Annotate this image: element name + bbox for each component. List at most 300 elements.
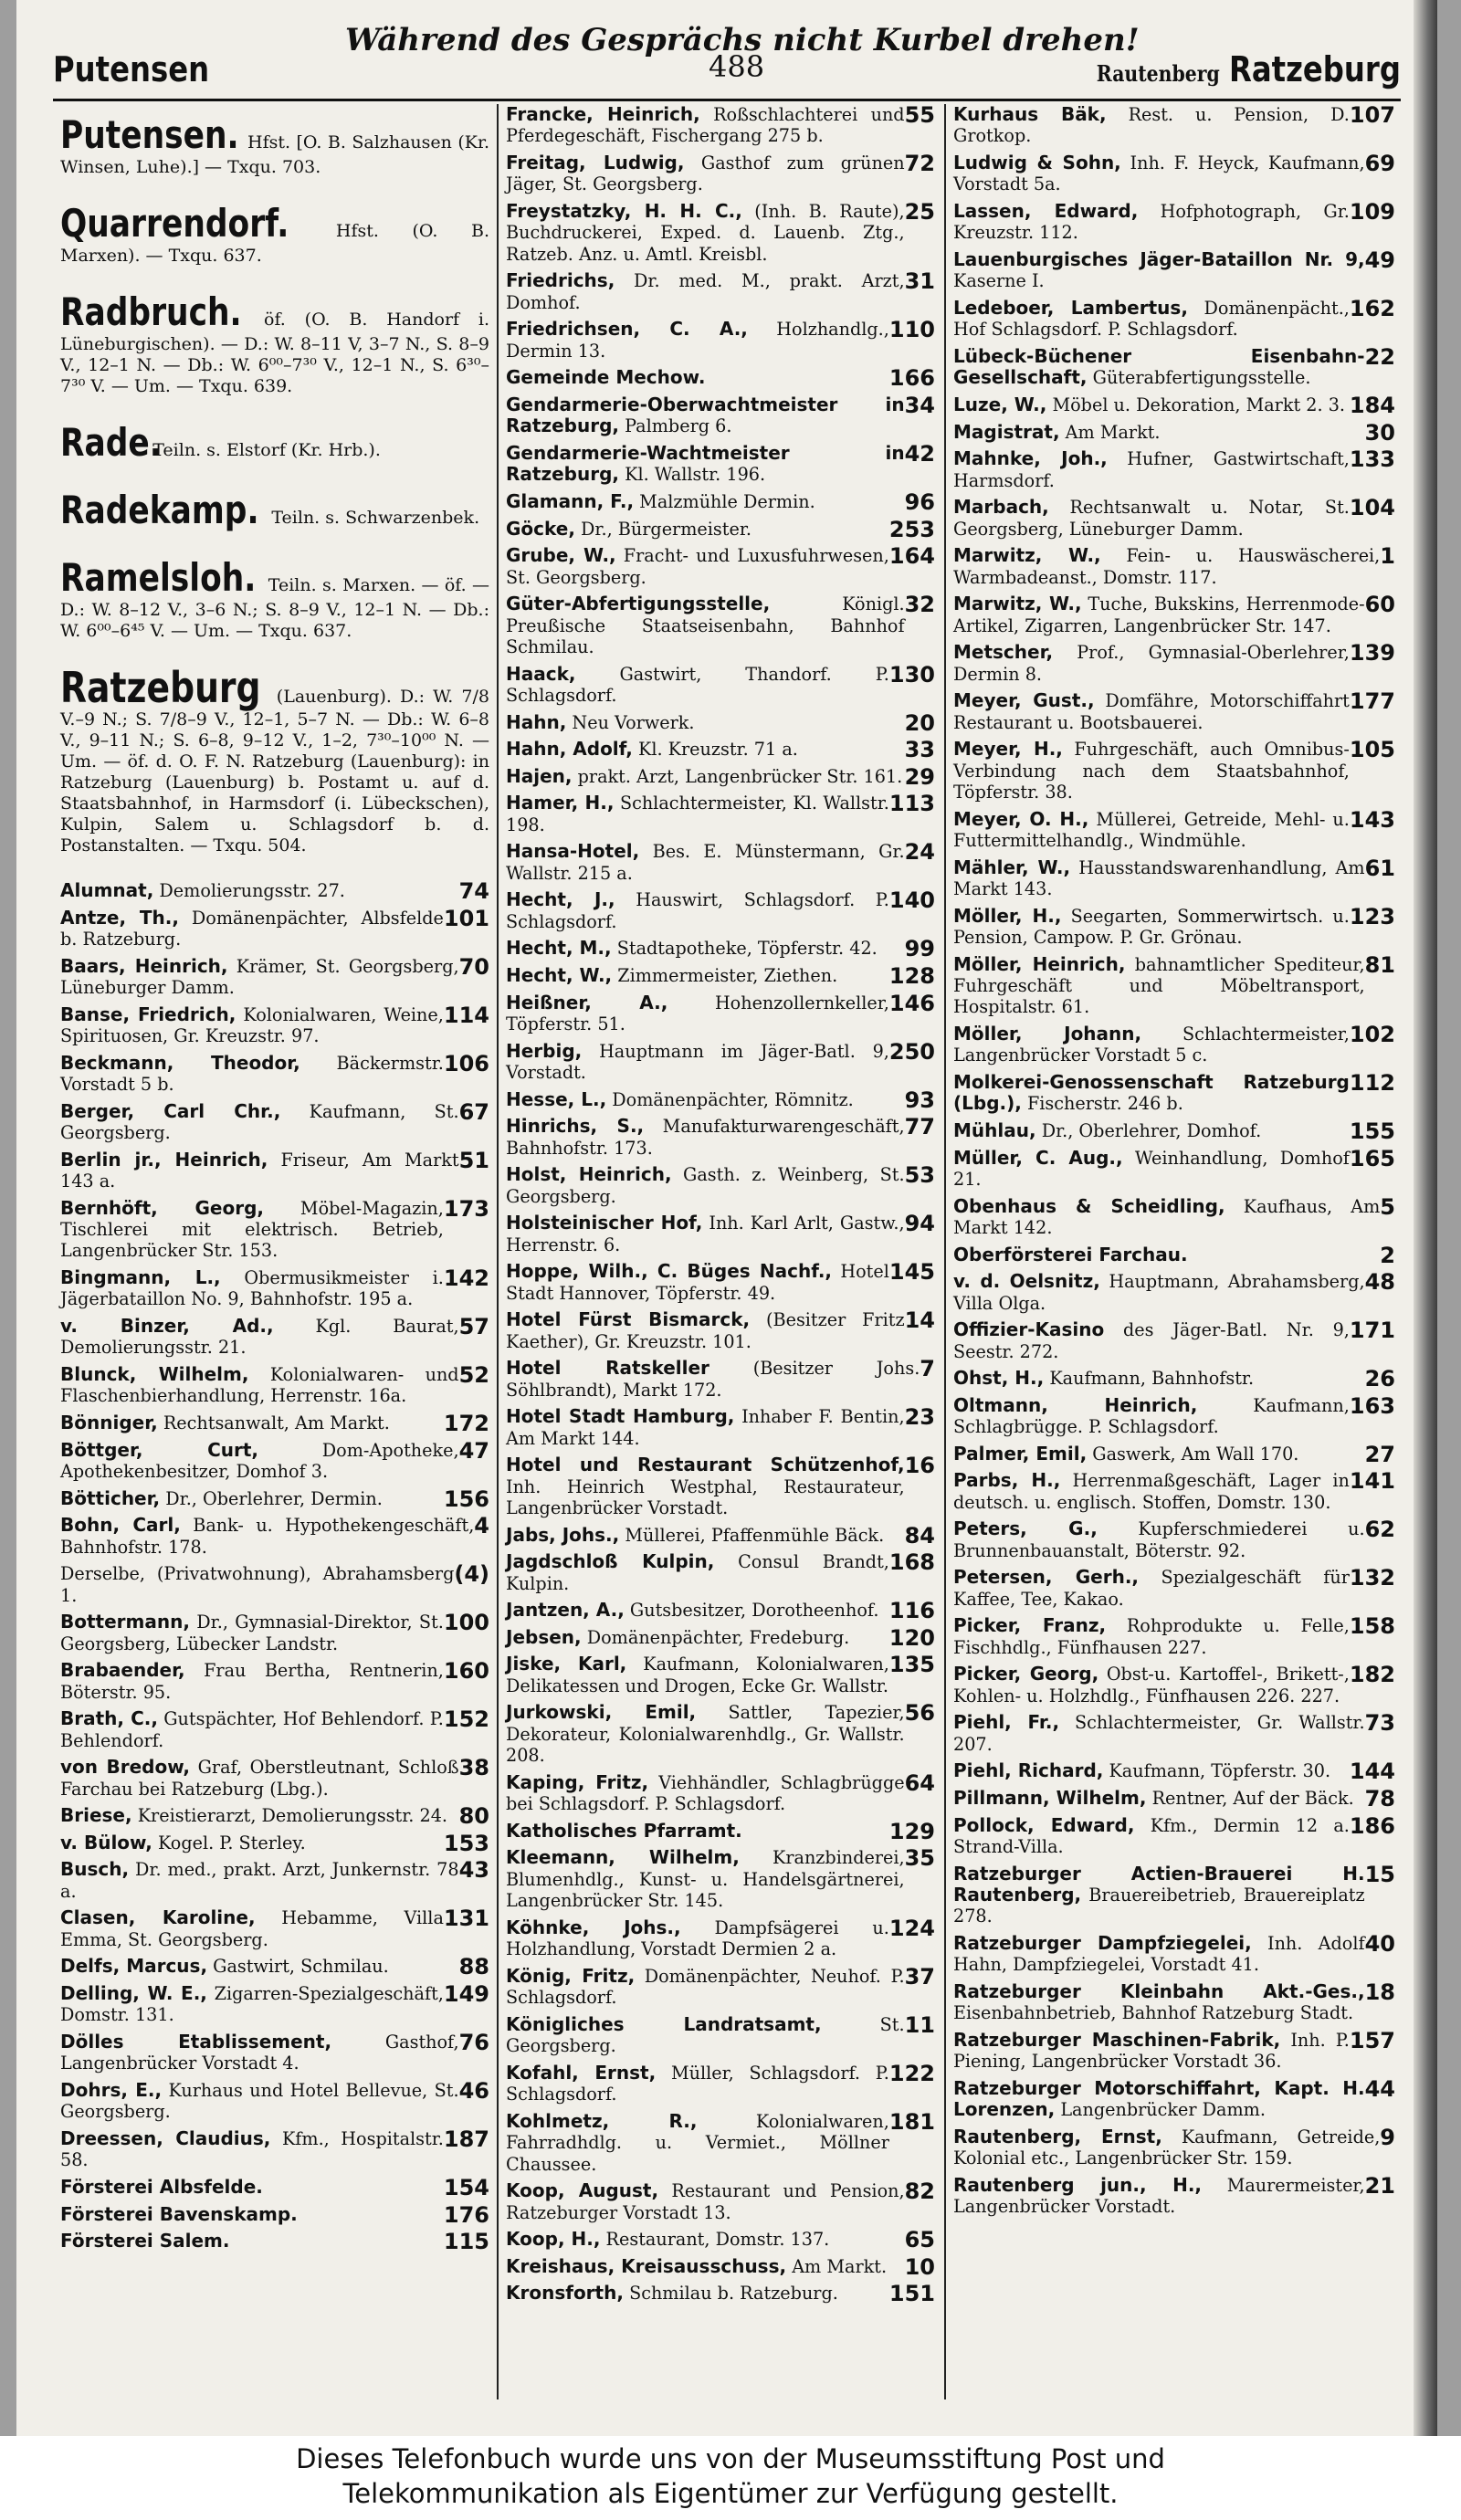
subscriber-detail: Kfm., Hospitalstr. 58. (60, 2127, 444, 2171)
subscriber-detail: Hotel Stadt Hannover, Töpferstr. 49. (506, 1261, 889, 1304)
subscriber-detail: Prof., Gymnasial-Oberlehrer, Dermin 8. (953, 642, 1350, 685)
subscriber-name: Kronsforth, (506, 2282, 624, 2305)
subscriber-name: Holsteinischer Hof, (506, 1212, 703, 1234)
subscriber-detail: Brauereibetrieb, Brauereiplatz 278. (953, 1884, 1365, 1927)
place-info: (Lauenburg). D.: W. 7/8 V.–9 N.; S. 7/8–9 V., 12–1, 5–7 N. — Db.: W. 6–8 V., 9–11 N.; S. 6–8, 9–12 V., 1–2, 7³⁰–10⁰⁰ N. — Um. — öf. d. O. F. N. Ratzeburg (Lauenburg): in Ratzeburg (Lauenburg) b. Postamt u. auf d. Staatsbahnhof, in Harmsdorf (i. Lübeckschen), Kulpin, Salem u. Schlagsdorf b. d. Postanstalten. — Txqu. 504. (60, 687, 489, 856)
subscriber-detail: Inh. Karl Arlt, Gastw., Herrenstr. 6. (506, 1213, 905, 1255)
phone-number: 61 (1364, 855, 1395, 881)
subscriber-detail: Müllerei, Getreide, Mehl- u. Futtermittelhandlg., Windmühle. (953, 808, 1350, 851)
subscriber-name: Glamann, F., (506, 490, 635, 512)
subscriber-detail: Kaufmann, Bahnhofstr. (1049, 1368, 1255, 1390)
subscriber-detail: Dom-Apotheke, Apothekenbesitzer, Domhof 3. (60, 1439, 459, 1482)
directory-entry (506, 1087, 935, 1113)
subscriber-detail: Kranzbinderei, Blumenhdlg., Kunst- u. Handelsgärtnerei, Langenbrücker Str. 145. (506, 1847, 905, 1912)
subscriber-detail: Graf, Oberstleutnant, Schloß Farchau bei Ratzeburg (Lbg.). (60, 1757, 459, 1800)
subscriber-detail: Domänenpächter, Neuhof. P. Schlagsdorf. (506, 1965, 905, 2009)
subscriber-name: Magistrat, (953, 420, 1060, 443)
directory-entry (506, 1406, 935, 1449)
phone-number: 38 (458, 1755, 489, 1781)
directory-entry (506, 1522, 935, 1549)
phone-number: 165 (1349, 1145, 1395, 1171)
place-heading (60, 663, 489, 856)
directory-entry (60, 1980, 489, 2026)
phone-number: 1 (1380, 543, 1395, 570)
directory-entry (506, 2180, 935, 2223)
directory-entry (506, 201, 935, 265)
phone-number: 107 (1349, 102, 1395, 128)
subscriber-name: Möller, Johann, (953, 1023, 1142, 1045)
phone-number: 37 (904, 1963, 935, 1990)
subscriber-detail: Eisenbahnbetrieb, Bahnhof Ratzeburg Stadt. (953, 2002, 1354, 2024)
phone-number: 29 (904, 763, 935, 790)
subscriber-detail: bahnamtlicher Spediteur, Fuhrgeschäft und Möbeltransport, Hospitalstr. 61. (953, 953, 1365, 1018)
phone-number: 10 (904, 2253, 935, 2280)
directory-entry (953, 1812, 1395, 1858)
subscriber-detail: Rentner, Auf der Bäck. (1151, 1787, 1354, 1809)
phone-number: 72 (904, 151, 935, 176)
place-name: Putensen. (60, 112, 239, 157)
subscriber-name: Jiske, Karl, (506, 1653, 627, 1675)
directory-entry (506, 793, 935, 835)
subscriber-name: Bötticher, (60, 1486, 161, 1509)
subscriber-name: Friedrichsen, C. A., (506, 318, 748, 341)
subscriber-name: Meyer, H., (953, 738, 1063, 761)
phone-number: 141 (1349, 1468, 1395, 1495)
phone-number: 186 (1349, 1812, 1395, 1839)
column-divider (497, 104, 499, 2399)
subscriber-detail: Gutspächter, Hof Behlendorf. P. Behlendorf. (60, 1708, 444, 1751)
directory-entry (60, 1907, 489, 1950)
directory-entry (953, 1759, 1395, 1785)
place-info: Hfst. [O. B. Salzhausen (Kr. Winsen, Luhe).] — Txqu. 703. (60, 132, 489, 177)
phone-number: 100 (443, 1610, 489, 1636)
phone-number: 64 (904, 1769, 935, 1796)
subscriber-name: Picker, Georg, (953, 1663, 1099, 1685)
phone-number: 105 (1349, 737, 1395, 763)
subscriber-detail: Viehhändler, Schlagbrügge bei Schlagsdorf. P. Schlagsdorf. (506, 1771, 905, 1815)
phone-number: 42 (904, 441, 935, 467)
subscriber-name: Möller, H., (953, 904, 1062, 927)
subscriber-name: Lassen, Edward, (953, 200, 1139, 222)
directory-entry (60, 2029, 489, 2074)
subscriber-name: v. Bülow, (60, 1831, 152, 1853)
subscriber-detail: Inh. Heinrich Westphal, Restaurateur, Langenbrücker Vorstadt. (506, 1475, 905, 1518)
subscriber-name: Palmer, Emil, (953, 1442, 1088, 1465)
directory-entry (506, 516, 935, 542)
subscriber-name: Ratzeburger Actien-Brauerei H. Rautenberg, (953, 1862, 1365, 1906)
subscriber-name: Hahn, (506, 710, 567, 733)
subscriber-detail: Hufner, Gastwirtschaft, Harmsdorf. (953, 448, 1350, 491)
phone-number: 52 (458, 1362, 489, 1388)
subscriber-detail: Bäckermstr. Vorstadt 5 b. (60, 1052, 444, 1095)
directory-entry (953, 201, 1395, 244)
subscriber-detail: Dr., Bürgermeister. (581, 518, 752, 540)
subscriber-detail: Schlachtermeister, Gr. Wallstr. 207. (953, 1712, 1365, 1755)
directory-entry (953, 857, 1395, 900)
directory-entry (60, 1830, 489, 1856)
subscriber-name: Freystatzky, H. H. C., (506, 200, 742, 222)
subscriber-name: Obenhaus & Scheidling, (953, 1194, 1225, 1217)
subscriber-name: Peters, G., (953, 1517, 1098, 1540)
subscriber-name: Heißner, A., (506, 991, 668, 1013)
directory-entry (506, 2060, 935, 2105)
column-2 (506, 104, 935, 2399)
directory-entry (60, 1147, 489, 1192)
phone-number: 23 (904, 1404, 935, 1431)
phone-number: 128 (888, 962, 935, 989)
phone-number: 181 (888, 2108, 935, 2135)
directory-entry (953, 298, 1395, 341)
subscriber-detail: Kupferschmiederei u. Brunnenbauanstalt, Böterstr. 92. (953, 1518, 1365, 1561)
subscriber-name: Güter-Abfertigungsstelle, (506, 593, 771, 615)
directory-entry (506, 1917, 935, 1960)
subscriber-detail: Kaufmann, Kolonialwaren, Delikatessen und Drogen, Ecke Gr. Wallstr. (506, 1654, 889, 1696)
phone-number: 82 (904, 2179, 935, 2205)
phone-number: 15 (1364, 1861, 1395, 1887)
subscriber-detail: Kfm., Dermin 12 a. Strand-Villa. (953, 1814, 1350, 1857)
subscriber-name: Hamer, H., (506, 792, 615, 814)
directory-entry (953, 1470, 1395, 1513)
phone-number: 145 (888, 1259, 935, 1286)
subscriber-detail: Kogel. P. Sterley. (157, 1832, 306, 1853)
directory-entry (60, 1486, 489, 1512)
phone-number: 48 (1364, 1269, 1395, 1296)
subscriber-detail: Stadtapotheke, Töpferstr. 42. (616, 938, 878, 960)
subscriber-name: Parbs, H., (953, 1469, 1061, 1492)
column-2-entries (506, 104, 935, 2305)
subscriber-name: Försterei Bavenskamp. (60, 2202, 298, 2225)
subscriber-name: v. Binzer, Ad., (60, 1315, 274, 1337)
subscriber-name: Haack, (506, 662, 576, 685)
directory-entry (953, 1981, 1395, 2024)
directory-entry (953, 1712, 1395, 1755)
directory-entry (953, 1366, 1395, 1392)
subscriber-detail: Zigarren-Spezialgeschäft, Domstr. 131. (60, 1982, 444, 2026)
subscriber-detail: Hauswirt, Schlagsdorf. P. Schlagsdorf. (506, 889, 889, 932)
phone-number: 113 (888, 791, 935, 817)
directory-entry (60, 2201, 489, 2228)
subscriber-detail: Hofphotograph, Gr. Kreuzstr. 112. (953, 201, 1350, 244)
phone-number: 53 (904, 1162, 935, 1189)
phone-number: 51 (458, 1147, 489, 1173)
directory-entry (506, 841, 935, 884)
subscriber-name: Oberförsterei Farchau. (953, 1243, 1188, 1265)
subscriber-detail: (Besitzer Fritz Kaether), Gr. Kreuzstr. 101. (506, 1309, 905, 1352)
subscriber-name: Lübeck-Büchener Eisenbahn-Gesellschaft, (953, 345, 1365, 389)
subscriber-detail: Kurhaus und Hotel Bellevue, St. Georgsberg. (60, 2079, 459, 2123)
subscriber-name: Jantzen, A., (506, 1599, 625, 1622)
subscriber-name: Baars, Heinrich, (60, 954, 228, 977)
directory-entry (953, 690, 1395, 733)
place-info: Hfst. (O. B. Marxen). — Txqu. 637. (60, 221, 489, 266)
subscriber-name: Ratzeburger Dampfziegelei, (953, 1931, 1252, 1954)
subscriber-detail: Müllerei, Pfaffenmühle Bäck. (625, 1524, 885, 1546)
subscriber-detail: Fein- u. Hauswäscherei, Warmbadeanst., Domstr. 117. (953, 545, 1381, 588)
subscriber-name: Bingmann, L., (60, 1266, 221, 1288)
subscriber-name: Jabs, Johs., (506, 1523, 620, 1546)
phone-number: 163 (1349, 1392, 1395, 1419)
directory-entry (506, 889, 935, 932)
directory-entry (506, 737, 935, 763)
directory-entry (506, 1702, 935, 1766)
directory-entry (953, 1118, 1395, 1144)
directory-entry (60, 1954, 489, 1980)
directory-entry (60, 2128, 489, 2171)
subscriber-detail: Kaufmann, Schlagbrügge. P. Schlagsdorf. (953, 1394, 1350, 1438)
subscriber-detail: Dampfsägerei u. Holzhandlung, Vorstadt Dermien 2 a. (506, 1916, 889, 1960)
directory-entry (506, 1358, 935, 1401)
subscriber-detail: Rest. u. Pension, D. Grotkop. (953, 104, 1350, 147)
directory-entry (506, 936, 935, 962)
subscriber-name: Ledeboer, Lambertus, (953, 297, 1188, 319)
phone-number: 140 (888, 887, 935, 914)
directory-entry (506, 152, 935, 195)
directory-entry (506, 992, 935, 1035)
directory-entry (953, 419, 1395, 446)
directory-entry (506, 319, 935, 362)
phone-number: 106 (443, 1050, 489, 1076)
place-name: Rade. (60, 420, 162, 465)
phone-number: 151 (888, 2281, 935, 2307)
phone-number: (4) (454, 1561, 489, 1588)
directory-entry (953, 1861, 1395, 1927)
subscriber-detail: Kolonialwaren, Fahrradhdlg. u. Vermiet., Möllner Chaussee. (506, 2110, 889, 2175)
directory-entry (953, 1615, 1395, 1658)
phone-number: 25 (904, 199, 935, 225)
subscriber-detail: Schlachtermeister, Langenbrücker Vorstadt 5 c. (953, 1024, 1350, 1066)
phone-number: 168 (888, 1549, 935, 1576)
subscriber-name: Lauenburgisches Jäger-Bataillon Nr. 9, (953, 248, 1365, 270)
subscriber-name: Grube, W., (506, 544, 616, 567)
directory-entry (60, 1515, 489, 1558)
phone-number: 123 (1349, 903, 1395, 929)
directory-entry (506, 2011, 935, 2057)
subscriber-detail: Kgl. Baurat, Demolierungsstr. 21. (60, 1316, 459, 1359)
subscriber-detail: Zimmermeister, Ziethen. (617, 964, 838, 986)
phone-number: 154 (443, 2174, 489, 2200)
phone-number: 35 (904, 1845, 935, 1872)
subscriber-detail: Derselbe, (Privatwohnung), Abrahamsberg 1. (60, 1563, 455, 1606)
subscriber-name: Briese, (60, 1804, 132, 1827)
place-name: Radekamp. (60, 488, 259, 532)
phone-number: 43 (458, 1857, 489, 1884)
subscriber-name: Hotel Fürst Bismarck, (506, 1308, 751, 1331)
phone-number: 164 (888, 543, 935, 570)
footer-line-1: Dieses Telefonbuch wurde uns von der Museumsstiftung Post und (296, 2443, 1165, 2474)
subscriber-detail: Kaufhaus, Am Markt 142. (953, 1195, 1381, 1238)
subscriber-detail: Möbel-Magazin, Tischlerei mit elektrisch. Betrieb, Langenbrücker Str. 153. (60, 1197, 444, 1262)
directory-entry (953, 448, 1395, 491)
phone-number: 47 (458, 1437, 489, 1464)
subscriber-detail: Obermusikmeister i. Jägerbataillon No. 9, Bahnhofstr. 195 a. (60, 1267, 444, 1310)
phone-number: 129 (888, 1818, 935, 1844)
subscriber-detail: des Jäger-Batl. Nr. 9, Seestr. 272. (953, 1319, 1350, 1362)
phone-number: 112 (1349, 1070, 1395, 1096)
directory-entry (506, 1654, 935, 1696)
directory-entry (60, 2229, 489, 2255)
directory-page (16, 0, 1437, 2436)
subscriber-name: Hansa-Hotel, (506, 840, 640, 863)
subscriber-name: Delling, W. E., (60, 1981, 207, 2004)
header-right-small: Rautenberg (1096, 60, 1220, 87)
subscriber-name: Antze, Th., (60, 906, 179, 929)
phone-number: 14 (904, 1307, 935, 1334)
subscriber-detail: Schlachtermeister, Kl. Wallstr. 198. (506, 793, 889, 835)
directory-entry (953, 1024, 1395, 1066)
subscriber-name: Brath, C., (60, 1707, 158, 1730)
subscriber-detail: Manufakturwarengeschäft, Bahnhofstr. 173. (506, 1116, 905, 1159)
directory-entry (60, 1859, 489, 1902)
subscriber-detail: Dr., Oberlehrer, Domhof. (1041, 1120, 1262, 1141)
subscriber-name: Hotel Ratskeller (506, 1357, 709, 1380)
phone-number: 131 (443, 1906, 489, 1932)
phone-number: 20 (904, 709, 935, 736)
subscriber-detail: Herrenmaßgeschäft, Lager in deutsch. u. englisch. Stoffen, Domstr. 130. (953, 1470, 1350, 1513)
subscriber-detail: Restaurant, Domstr. 137. (605, 2229, 830, 2251)
subscriber-detail: Neu Vorwerk. (572, 711, 695, 733)
directory-entry (953, 346, 1395, 389)
phone-number: 69 (1364, 151, 1395, 176)
phone-number: 135 (888, 1652, 935, 1678)
directory-entry (60, 953, 489, 999)
phone-number: 115 (443, 2229, 489, 2255)
subscriber-detail: Spezialgeschäft für Kaffee, Tee, Kakao. (953, 1567, 1350, 1610)
subscriber-name: Hecht, J., (506, 888, 615, 911)
subscriber-name: Pollock, Edward, (953, 1813, 1135, 1836)
phone-number: 155 (1349, 1118, 1395, 1144)
phone-number: 144 (1349, 1759, 1395, 1785)
directory-entry (953, 1193, 1395, 1239)
phone-number: 78 (1364, 1785, 1395, 1811)
directory-entry (60, 1437, 489, 1483)
subscriber-name: Bönniger, (60, 1412, 158, 1433)
subscriber-detail: Kaufmann, St. Georgsberg. (60, 1100, 459, 1143)
phone-number: 80 (458, 1803, 489, 1830)
phone-number: 30 (1364, 419, 1395, 446)
subscriber-detail: Rohprodukte u. Felle, Fischhdlg., Fünfhausen 227. (953, 1615, 1350, 1658)
directory-entry (953, 1930, 1395, 1976)
phone-number: 173 (443, 1195, 489, 1222)
place-name: Ramelsloh. (60, 555, 257, 600)
directory-entry (60, 1364, 489, 1407)
subscriber-name: Piehl, Richard, (953, 1759, 1104, 1782)
place-heading (60, 290, 489, 397)
subscriber-detail: Obst-u. Kartoffel-, Brikett-, Kohlen- u. Holzhdlg., Fünfhausen 226. 227. (953, 1664, 1350, 1706)
phone-number: 77 (904, 1114, 935, 1140)
phone-number: 162 (1349, 296, 1395, 321)
directory-entry (60, 1708, 489, 1751)
subscriber-detail: Domänenpächter, Fredeburg. (586, 1626, 850, 1648)
phone-number: 156 (443, 1486, 489, 1512)
directory-entry (60, 1411, 489, 1436)
phone-number: 110 (888, 317, 935, 343)
subscriber-name: Ohst, H., (953, 1367, 1045, 1390)
directory-entry (60, 1757, 489, 1800)
directory-entry (953, 739, 1395, 803)
subscriber-name: Mahnke, Joh., (953, 447, 1108, 470)
phone-number: 60 (1364, 592, 1395, 618)
page-number: 488 (709, 49, 765, 84)
phone-number: 104 (1349, 495, 1395, 521)
directory-entry (506, 1769, 935, 1815)
subscriber-detail: Bank- u. Hypothekengeschäft, Bahnhofstr. 178. (60, 1515, 475, 1558)
phone-number: 132 (1349, 1565, 1395, 1591)
subscriber-name: Ludwig & Sohn, (953, 152, 1121, 173)
subscriber-name: Luze, W., (953, 394, 1047, 415)
directory-entry (60, 1660, 489, 1703)
phone-number: 22 (1364, 344, 1395, 370)
directory-entry (953, 593, 1395, 636)
directory-entry (506, 1847, 935, 1911)
directory-entry (60, 1004, 489, 1047)
subscriber-name: Gendarmerie-Oberwachtmeister in Ratzeburg, (506, 394, 905, 437)
phone-number: 56 (904, 1700, 935, 1727)
directory-entry (506, 709, 935, 736)
directory-entry (60, 905, 489, 950)
subscriber-detail: Kl. Wallstr. 196. (625, 464, 766, 486)
subscriber-detail: Palmberg 6. (625, 415, 732, 437)
subscriber-name: Jurkowski, Emil, (506, 1701, 697, 1724)
subscriber-name: Königliches Landratsamt, (506, 2012, 822, 2035)
subscriber-name: Molkerei-Genossenschaft Ratzeburg (Lbg.), (953, 1071, 1350, 1115)
directory-entry (953, 806, 1395, 852)
phone-number: 44 (1364, 2075, 1395, 2102)
subscriber-detail: Inh. F. Heyck, Kaufmann, Vorstadt 5a. (953, 152, 1365, 195)
subscriber-name: Dölles Etablissement, (60, 2030, 332, 2053)
directory-entry (953, 2172, 1395, 2218)
directory-entry (60, 1316, 489, 1359)
subscriber-detail: (Inh. B. Raute), Buchdruckerei, Exped. d. Lauenb. Ztg., Ratzeb. Anz. u. Amtl. Kreisbl. (506, 201, 905, 265)
directory-entry (60, 1267, 489, 1310)
directory-entry (953, 1145, 1395, 1191)
subscriber-name: Hoppe, Wilh., C. Büges Nachf., (506, 1260, 833, 1283)
subscriber-detail: Tuche, Bukskins, Herrenmode-Artikel, Zigarren, Langenbrücker Str. 147. (953, 593, 1365, 636)
phone-number: 49 (1364, 247, 1395, 273)
subscriber-name: Marwitz, W., (953, 544, 1101, 567)
header-right-main: Ratzeburg (1229, 49, 1401, 89)
subscriber-detail: Dr. med. M., prakt. Arzt, Domhof. (506, 270, 905, 313)
directory-entry (506, 1551, 935, 1594)
phone-number: 99 (904, 936, 935, 962)
subscriber-detail: Malzmühle Dermin. (639, 491, 815, 512)
subscriber-detail: Inhaber F. Bentin, Am Markt 144. (506, 1406, 905, 1449)
subscriber-name: Rautenberg jun., H., (953, 2173, 1203, 2196)
phone-number: 67 (458, 1098, 489, 1125)
subscriber-detail: Restaurant und Pension, Ratzeburger Vorstadt 13. (506, 2180, 905, 2223)
directory-entry (953, 1319, 1395, 1362)
directory-entry (506, 2108, 935, 2175)
directory-entry (953, 1518, 1395, 1561)
subscriber-detail: Inh. Adolf Hahn, Dampfziegelei, Vorstadt 41. (953, 1932, 1365, 1976)
subscriber-name: Kurhaus Bäk, (953, 103, 1107, 125)
phone-number: 27 (1364, 1441, 1395, 1467)
phone-number: 2 (1380, 1242, 1395, 1268)
subscriber-detail: Domfähre, Motorschiffahrt Restaurant u. Bootsbauerei. (953, 690, 1350, 733)
phone-number: 9 (1380, 2124, 1395, 2150)
phone-number: 74 (458, 878, 489, 904)
directory-entry (60, 1050, 489, 1096)
directory-entry (506, 104, 935, 147)
subscriber-name: Bohn, Carl, (60, 1514, 181, 1537)
subscriber-detail: Inh. P. Piening, Langenbrücker Vorstadt 36. (953, 2029, 1350, 2073)
place-heading (60, 113, 489, 178)
directory-entry (506, 1454, 935, 1518)
subscriber-name: Kofahl, Ernst, (506, 2061, 657, 2084)
subscriber-name: Försterei Salem. (60, 2230, 230, 2252)
subscriber-detail: Bes. E. Münstermann, Gr. Wallstr. 215 a. (506, 841, 905, 884)
subscriber-name: Meyer, Gust., (953, 689, 1095, 712)
subscriber-detail: Gastwirt, Thandorf. P. Schlagsdorf. (506, 663, 889, 706)
